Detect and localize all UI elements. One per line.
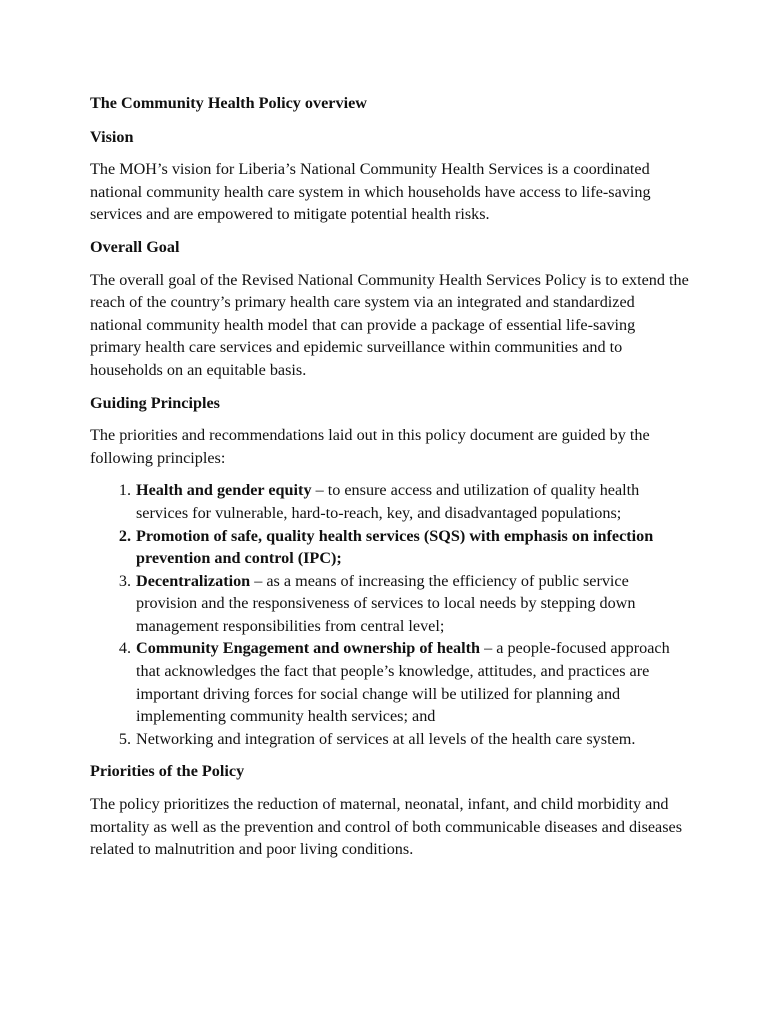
list-item-number: 2. — [118, 526, 131, 545]
principles-list — [90, 479, 690, 750]
list-item-number: 1. — [118, 481, 131, 500]
list-item — [118, 525, 690, 570]
priorities-heading: Priorities of the Policy — [90, 762, 245, 781]
vision-paragraph: The MOH’s vision for Liberia’s National Community Health Services is a coordinated national community health care system in which households have access to life-saving services and are empowered to mitigate potential health risks. — [90, 160, 651, 224]
list-item — [118, 479, 690, 524]
list-item-bold-text: Community Engagement and ownership of health — [136, 639, 481, 658]
guiding-principles-heading: Guiding Principles — [90, 393, 220, 412]
overall-goal-heading: Overall Goal — [90, 237, 180, 256]
list-item-text: – as a means of increasing the efficiency of public service provision and the responsiveness of services to local needs by stepping down management responsibilities from central level; — [136, 571, 636, 635]
list-item — [118, 637, 690, 727]
list-item-number: 3. — [118, 571, 131, 590]
list-item-bold-text: Promotion of safe, quality health services (SQS) with emphasis on infection prevention and control (IPC); — [136, 526, 654, 568]
list-item-bold-text: Health and gender equity — [136, 481, 312, 500]
overall-goal-paragraph: The overall goal of the Revised National Community Health Services Policy is to extend the reach of the country’s primary health care system via an integrated and standardized national community health model that can provide a package of essential life-saving primary health care services and epidemic surveillance within communities and to households on an equitable basis. — [90, 270, 689, 379]
list-item-bold-text: Decentralization — [136, 571, 251, 590]
list-item — [118, 728, 690, 751]
list-item-text: – to ensure access and utilization of quality health services for vulnerable, hard-to-reach, key, and disadvantaged populations; — [136, 481, 640, 522]
document-title: The Community Health Policy overview — [90, 94, 367, 112]
list-item-number: 5. — [118, 729, 131, 748]
list-item — [118, 570, 690, 638]
document-page — [90, 92, 690, 871]
list-item-number: 4. — [118, 639, 131, 658]
vision-heading: Vision — [90, 127, 134, 146]
list-item-text: Networking and integration of services at all levels of the health care system. — [136, 729, 636, 748]
guiding-principles-intro: The priorities and recommendations laid out in this policy document are guided by the following principles: — [90, 426, 650, 467]
priorities-paragraph: The policy prioritizes the reduction of maternal, neonatal, infant, and child morbidity and mortality as well as the prevention and control of both communicable diseases and diseases related to malnutrition and poor living conditions. — [90, 795, 683, 859]
list-item-text: – a people-focused approach that acknowledges the fact that people’s knowledge, attitudes, and practices are important driving forces for social change will be utilized for planning and implementing community health services; and — [136, 639, 670, 726]
